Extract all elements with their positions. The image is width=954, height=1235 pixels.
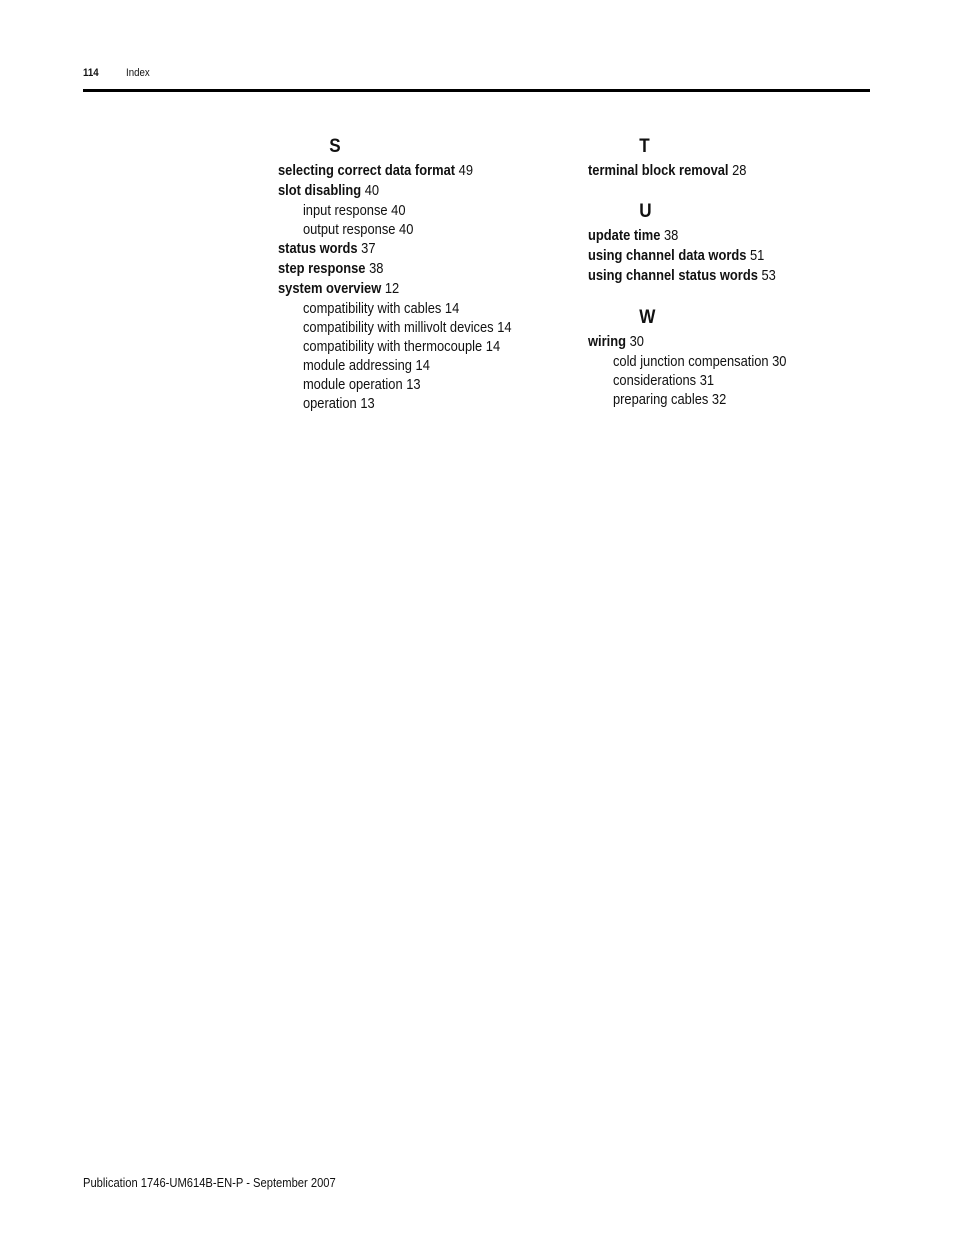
index-subentry: operation 13 bbox=[302, 395, 375, 412]
index-term: wiring bbox=[588, 333, 626, 350]
index-group-s bbox=[278, 133, 568, 413]
index-page-ref: 40 bbox=[364, 182, 380, 199]
index-subentry: compatibility with thermocouple 14 bbox=[302, 338, 501, 355]
index-letter: U bbox=[639, 201, 652, 222]
index-entry bbox=[588, 226, 837, 246]
index-column-right bbox=[588, 133, 878, 409]
index-term: update time bbox=[588, 227, 661, 244]
index-page-ref: 28 bbox=[732, 162, 747, 179]
index-entry bbox=[278, 161, 527, 181]
index-subentry: output response 40 bbox=[302, 221, 414, 238]
index-letter: T bbox=[639, 136, 650, 157]
index-entry bbox=[278, 279, 527, 299]
index-page-ref: 30 bbox=[629, 333, 644, 350]
index-subentry: considerations 31 bbox=[612, 372, 715, 389]
index-page-ref: 38 bbox=[663, 227, 679, 244]
index-subentry: cold junction compensation 30 bbox=[612, 353, 787, 370]
index-term: system overview bbox=[278, 280, 382, 297]
index-page-ref: 53 bbox=[761, 267, 776, 284]
index-term: using channel data words bbox=[588, 247, 747, 264]
index-subentry: module operation 13 bbox=[302, 376, 421, 393]
index-group-t bbox=[588, 133, 878, 181]
index-entry bbox=[588, 332, 837, 352]
index-subentry: module addressing 14 bbox=[302, 357, 430, 374]
index-term: terminal block removal bbox=[588, 162, 729, 179]
index-column-left bbox=[278, 133, 568, 413]
index-term: selecting correct data format bbox=[278, 162, 456, 179]
index-subentry: input response 40 bbox=[302, 202, 406, 219]
index-entry bbox=[588, 266, 837, 286]
index-term: step response bbox=[278, 260, 366, 277]
index-page-ref: 12 bbox=[384, 280, 400, 297]
index-group-w bbox=[588, 304, 878, 409]
index-letter: S bbox=[329, 136, 341, 157]
index-letter: W bbox=[639, 307, 656, 328]
index-entry bbox=[278, 239, 527, 259]
index-page-ref: 37 bbox=[361, 240, 376, 257]
publication-footer: Publication 1746-UM614B-EN-P - September 2007 bbox=[83, 1175, 336, 1190]
index-subentry: compatibility with cables 14 bbox=[302, 300, 460, 317]
page-number: 114 bbox=[83, 67, 99, 79]
index-entry bbox=[278, 259, 527, 279]
index-page-ref: 38 bbox=[369, 260, 384, 277]
index-term: using channel status words bbox=[588, 267, 758, 284]
index-subentry: preparing cables 32 bbox=[612, 391, 727, 408]
index-entry bbox=[588, 246, 837, 266]
index-page-ref: 49 bbox=[458, 162, 474, 179]
page-header bbox=[83, 66, 870, 92]
index-term: status words bbox=[278, 240, 358, 257]
index-page-ref: 51 bbox=[750, 247, 765, 264]
index-entry bbox=[588, 161, 837, 181]
index-subentry: compatibility with millivolt devices 14 bbox=[302, 319, 512, 336]
section-title: Index bbox=[126, 67, 150, 79]
index-group-u bbox=[588, 198, 878, 286]
index-entry bbox=[278, 181, 527, 201]
index-term: slot disabling bbox=[278, 182, 362, 199]
